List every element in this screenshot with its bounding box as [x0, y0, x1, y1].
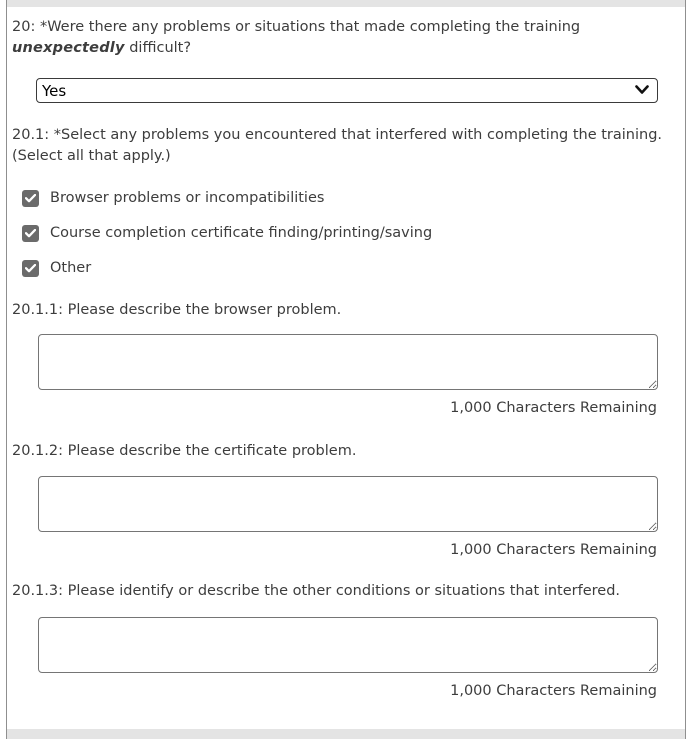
checkbox-row-browser-problems[interactable] [22, 188, 685, 208]
section-content [7, 7, 685, 729]
section-divider-top [7, 0, 685, 7]
checkbox-row-certificate-problems[interactable] [22, 223, 685, 243]
question-20-1-label: 20.1: *Select any problems you encountered that interfered with completing the training. (Select all that apply.) [12, 127, 663, 164]
checkbox-checked-icon[interactable] [22, 225, 39, 242]
question-20-1-1-label: 20.1.1: Please describe the browser problem. [12, 302, 342, 318]
checkbox-label: Browser problems or incompatibilities [50, 189, 325, 206]
checkbox-label: Other [50, 259, 92, 276]
characters-remaining-20-1-3: 1,000 Characters Remaining [450, 683, 657, 699]
survey-question-section [6, 0, 686, 739]
characters-remaining-20-1-1: 1,000 Characters Remaining [450, 400, 657, 416]
q20-1-3-textarea[interactable] [38, 617, 658, 673]
question-20-text-prefix: 20: *Were there any problems or situations that made completing the training [12, 19, 581, 35]
characters-remaining-20-1-2: 1,000 Characters Remaining [450, 542, 657, 558]
q20-answer-select[interactable] [36, 78, 658, 103]
checkbox-checked-icon[interactable] [22, 190, 39, 207]
question-20-1-3-label: 20.1.3: Please identify or describe the other conditions or situations that interfered. [12, 583, 621, 599]
q20-1-1-textarea[interactable] [38, 334, 658, 390]
section-divider-bottom [7, 729, 685, 739]
question-20-1-2-label: 20.1.2: Please describe the certificate problem. [12, 443, 357, 459]
question-20-text-suffix: difficult? [124, 40, 192, 56]
question-20-label [12, 17, 671, 59]
question-20-emphasis: unexpectedly [12, 40, 125, 56]
checkbox-row-other[interactable] [22, 258, 685, 278]
checkbox-checked-icon[interactable] [22, 260, 39, 277]
checkbox-label: Course completion certificate finding/printing/saving [50, 224, 433, 241]
q20-1-2-textarea[interactable] [38, 476, 658, 532]
q20-answer-select-wrap [36, 78, 658, 103]
